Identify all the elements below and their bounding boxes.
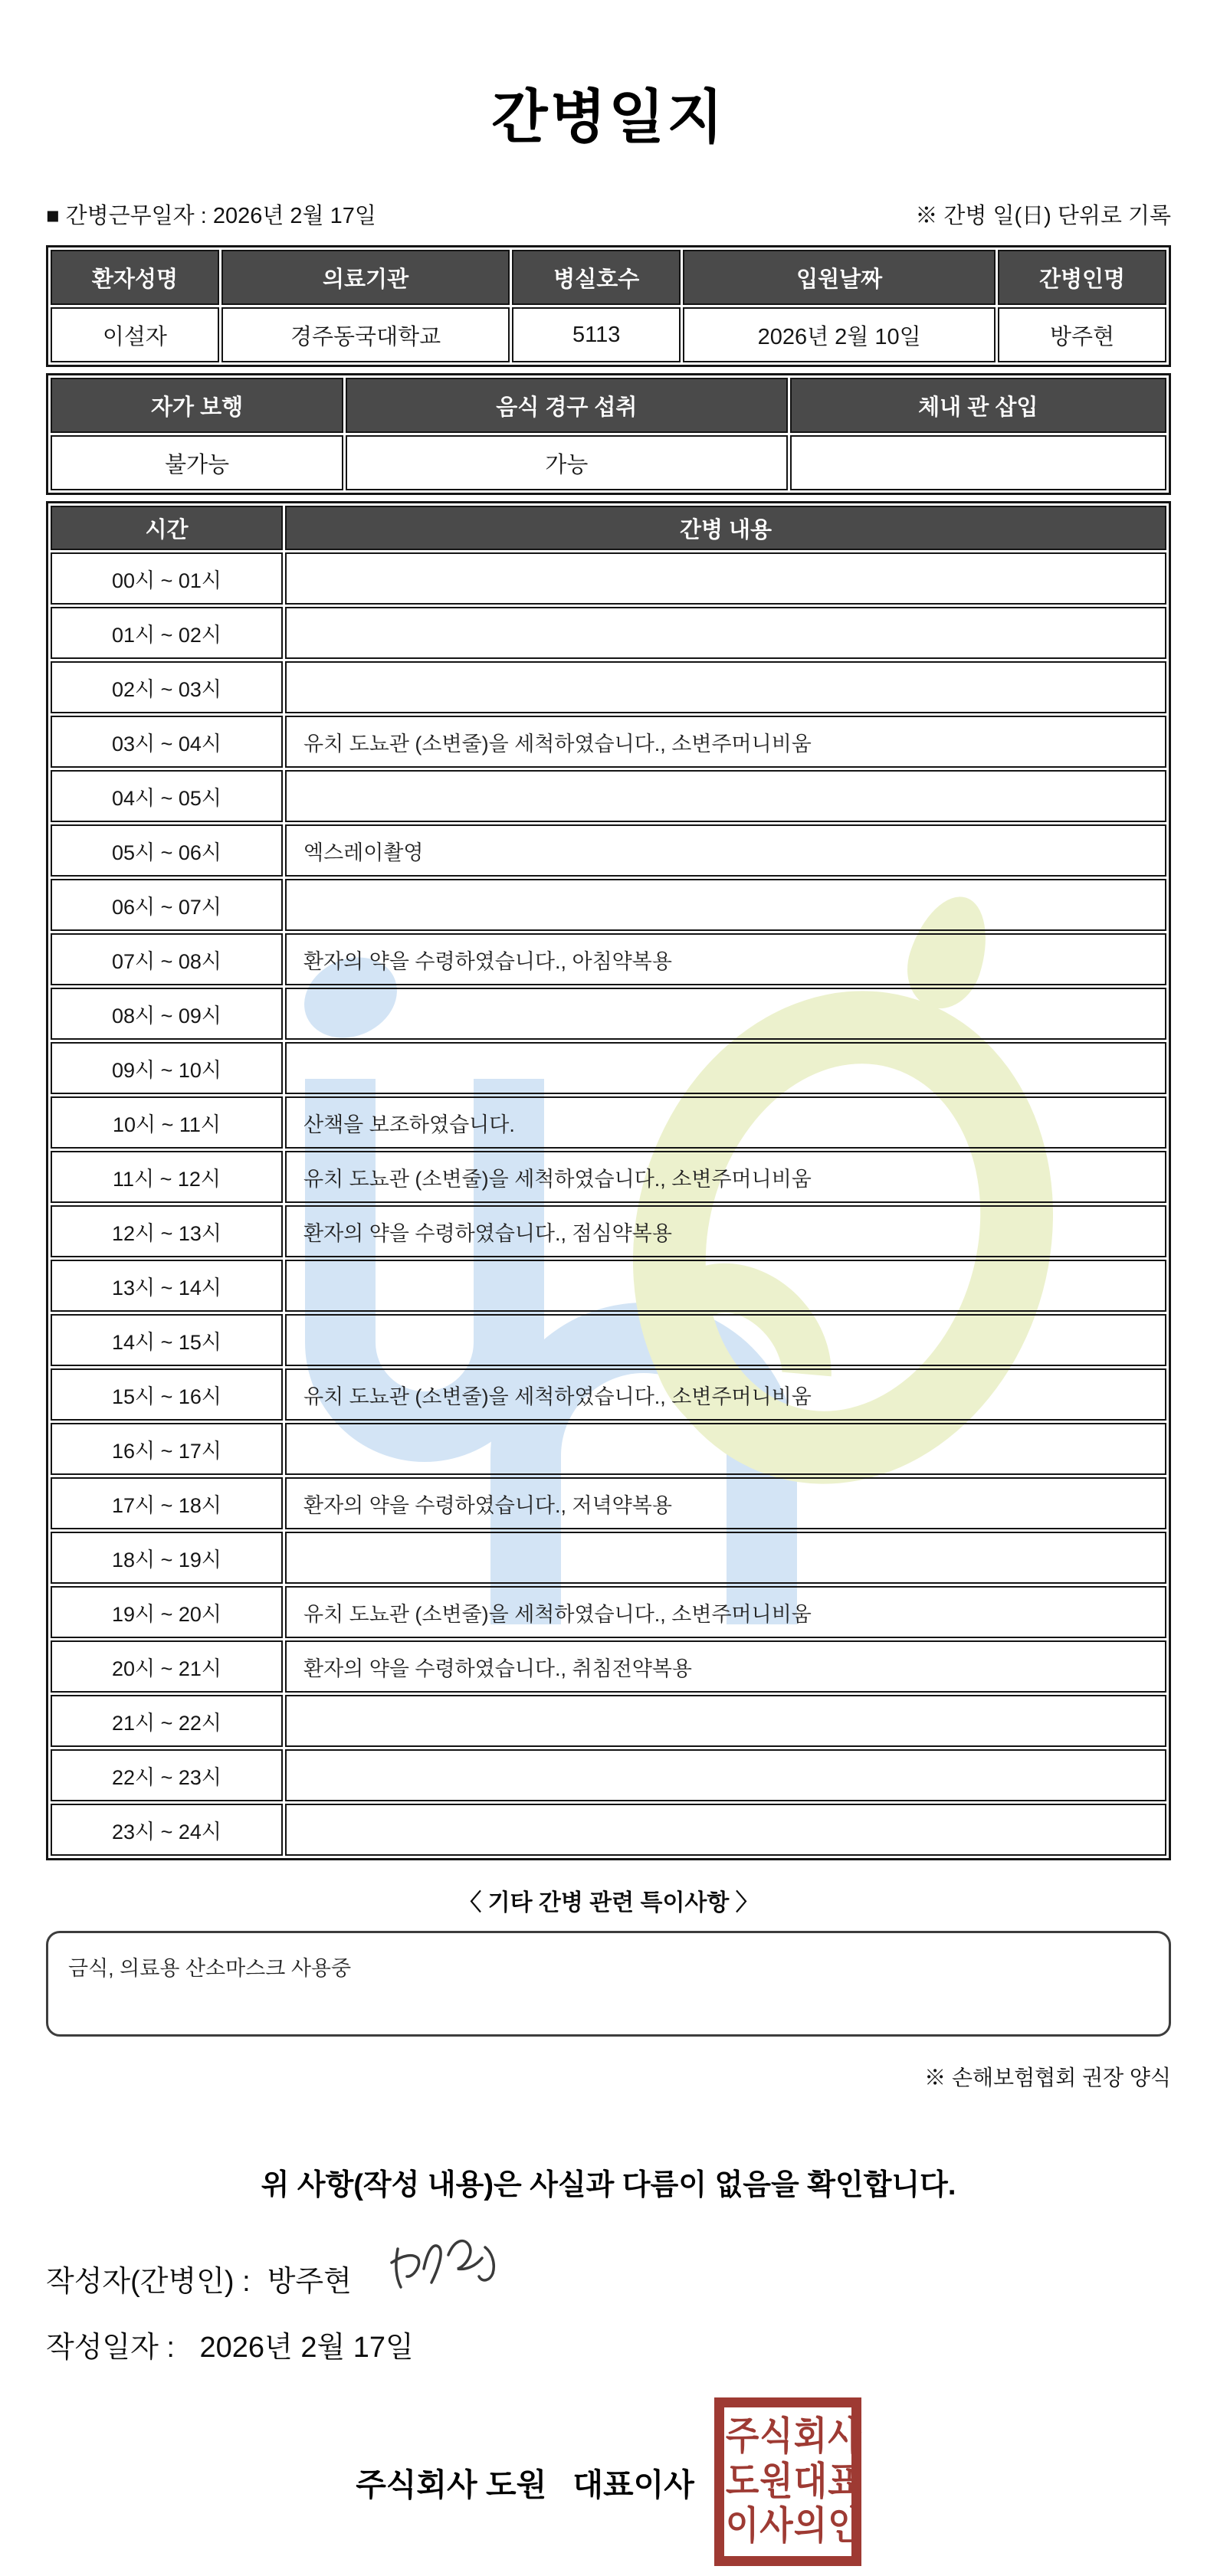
log-row-content: 유치 도뇨관 (소변줄)을 세척하였습니다., 소변주머니비움 xyxy=(285,1586,1166,1638)
status-header-row xyxy=(51,378,1166,433)
special-notes-text: 금식, 의료용 산소마스크 사용중 xyxy=(68,1957,352,1980)
log-row xyxy=(51,1423,1166,1475)
log-row-content xyxy=(285,1532,1166,1584)
log-row-time: 10시 ~ 11시 xyxy=(51,1096,283,1149)
log-row-time: 09시 ~ 10시 xyxy=(51,1042,283,1094)
header-time: 시간 xyxy=(51,506,283,550)
page-title: 간병일지 xyxy=(491,85,726,150)
special-notes-heading: 〈 기타 간병 관련 특이사항 〉 xyxy=(458,1890,759,1916)
log-row-content xyxy=(285,1804,1166,1856)
log-row-time: 01시 ~ 02시 xyxy=(51,607,283,659)
log-row-content: 환자의 약을 수령하였습니다., 아침약복용 xyxy=(285,933,1166,985)
log-row-content xyxy=(285,552,1166,605)
log-row-time: 20시 ~ 21시 xyxy=(51,1640,283,1693)
log-row-time: 07시 ~ 08시 xyxy=(51,933,283,985)
log-row-time: 02시 ~ 03시 xyxy=(51,661,283,713)
writer-name: 방주현 xyxy=(267,2266,352,2298)
work-date-label: ■ 간병근무일자 : xyxy=(46,204,207,228)
unit-note: ※ 간병 일(日) 단위로 기록 xyxy=(915,204,1171,228)
log-row xyxy=(51,716,1166,768)
log-row xyxy=(51,661,1166,713)
log-row xyxy=(51,1314,1166,1366)
log-row xyxy=(51,988,1166,1040)
log-row-time: 17시 ~ 18시 xyxy=(51,1477,283,1529)
header-care-content: 간병 내용 xyxy=(285,506,1166,550)
care-log-table xyxy=(46,501,1171,1860)
written-date-label: 작성일자 : xyxy=(46,2332,175,2364)
log-row xyxy=(51,1368,1166,1421)
value-institution: 경주동국대학교 xyxy=(221,307,510,362)
log-row xyxy=(51,552,1166,605)
value-caregiver-name: 방주현 xyxy=(998,307,1166,362)
header-tube-insert: 체내 관 삽입 xyxy=(790,378,1166,433)
log-row-time: 19시 ~ 20시 xyxy=(51,1586,283,1638)
care-log-header-row xyxy=(51,506,1166,550)
log-row xyxy=(51,933,1166,985)
log-row-content xyxy=(285,1695,1166,1747)
log-row-time: 03시 ~ 04시 xyxy=(51,716,283,768)
log-row-time: 21시 ~ 22시 xyxy=(51,1695,283,1747)
log-row xyxy=(51,1532,1166,1584)
work-date-row xyxy=(46,198,1171,230)
log-row xyxy=(51,1749,1166,1801)
log-row-content: 환자의 약을 수령하였습니다., 저녁약복용 xyxy=(285,1477,1166,1529)
log-row xyxy=(51,1096,1166,1149)
log-row-content: 유치 도뇨관 (소변줄)을 세척하였습니다., 소변주머니비움 xyxy=(285,1368,1166,1421)
log-row xyxy=(51,1042,1166,1094)
log-row-content xyxy=(285,1042,1166,1094)
written-date-row xyxy=(46,2323,1171,2365)
log-row-time: 14시 ~ 15시 xyxy=(51,1314,283,1366)
log-row-time: 16시 ~ 17시 xyxy=(51,1423,283,1475)
log-row-time: 22시 ~ 23시 xyxy=(51,1749,283,1801)
patient-status-table xyxy=(46,373,1171,495)
log-row xyxy=(51,1260,1166,1312)
log-row xyxy=(51,1205,1166,1257)
header-admission-date: 입원날짜 xyxy=(683,250,996,305)
log-row-time: 12시 ~ 13시 xyxy=(51,1205,283,1257)
log-row-time: 11시 ~ 12시 xyxy=(51,1151,283,1203)
value-oral-intake: 가능 xyxy=(346,435,787,490)
value-tube-insert xyxy=(790,435,1166,490)
status-value-row xyxy=(51,435,1166,490)
log-row-time: 00시 ~ 01시 xyxy=(51,552,283,605)
log-row xyxy=(51,1477,1166,1529)
log-row-content: 유치 도뇨관 (소변줄)을 세척하였습니다., 소변주머니비움 xyxy=(285,716,1166,768)
log-row-content xyxy=(285,879,1166,931)
log-row-content xyxy=(285,1314,1166,1366)
log-row-time: 13시 ~ 14시 xyxy=(51,1260,283,1312)
log-row xyxy=(51,1804,1166,1856)
log-row-content xyxy=(285,770,1166,822)
log-row xyxy=(51,1151,1166,1203)
stamp-line: 이사의인 xyxy=(725,2505,862,2548)
log-row-content: 엑스레이촬영 xyxy=(285,824,1166,877)
company-row xyxy=(46,2397,1171,2566)
log-row-content: 유치 도뇨관 (소변줄)을 세척하였습니다., 소변주머니비움 xyxy=(285,1151,1166,1203)
company-name: 주식회사 도원 대표이사 xyxy=(356,2466,694,2502)
log-row-time: 05시 ~ 06시 xyxy=(51,824,283,877)
special-notes-box xyxy=(46,1931,1171,2037)
patient-info-header-row xyxy=(51,250,1166,305)
log-row-content xyxy=(285,661,1166,713)
log-row-content xyxy=(285,1423,1166,1475)
corporate-seal-stamp xyxy=(714,2397,861,2566)
work-date xyxy=(46,198,376,230)
log-row xyxy=(51,1640,1166,1693)
writer-row xyxy=(46,2252,1171,2305)
log-row-time: 06시 ~ 07시 xyxy=(51,879,283,931)
writer-label: 작성자(간병인) : xyxy=(46,2266,251,2298)
log-row xyxy=(51,1695,1166,1747)
log-row-content: 환자의 약을 수령하였습니다., 취침전약복용 xyxy=(285,1640,1166,1693)
work-date-value: 2026년 2월 17일 xyxy=(212,204,376,228)
log-row xyxy=(51,879,1166,931)
log-row-content: 산책을 보조하였습니다. xyxy=(285,1096,1166,1149)
header-self-walking: 자가 보행 xyxy=(51,378,343,433)
log-row xyxy=(51,770,1166,822)
patient-info-value-row xyxy=(51,307,1166,362)
recommended-form-note: ※ 손해보험협회 권장 양식 xyxy=(924,2066,1171,2089)
log-row-time: 04시 ~ 05시 xyxy=(51,770,283,822)
log-row xyxy=(51,607,1166,659)
value-admission-date: 2026년 2월 10일 xyxy=(683,307,996,362)
log-row xyxy=(51,1586,1166,1638)
log-row-content xyxy=(285,1749,1166,1801)
log-row-time: 23시 ~ 24시 xyxy=(51,1804,283,1856)
stamp-line: 도원대표 xyxy=(725,2460,862,2503)
header-caregiver-name: 간병인명 xyxy=(998,250,1166,305)
value-patient-name: 이설자 xyxy=(51,307,219,362)
log-row xyxy=(51,824,1166,877)
value-room-number: 5113 xyxy=(512,307,681,362)
handwritten-signature xyxy=(384,2232,514,2305)
log-row-content xyxy=(285,988,1166,1040)
log-row-time: 18시 ~ 19시 xyxy=(51,1532,283,1584)
value-self-walking: 불가능 xyxy=(51,435,343,490)
header-oral-intake: 음식 경구 섭취 xyxy=(346,378,787,433)
header-institution: 의료기관 xyxy=(221,250,510,305)
header-patient-name: 환자성명 xyxy=(51,250,219,305)
stamp-line: 주식회사 xyxy=(725,2414,862,2458)
written-date-value: 2026년 2월 17일 xyxy=(199,2332,414,2364)
confirmation-statement: 위 사항(작성 내용)은 사실과 다름이 없음을 확인합니다. xyxy=(261,2169,956,2201)
log-row-time: 15시 ~ 16시 xyxy=(51,1368,283,1421)
log-row-content xyxy=(285,1260,1166,1312)
header-room-number: 병실호수 xyxy=(512,250,681,305)
patient-info-table xyxy=(46,245,1171,367)
log-row-time: 08시 ~ 09시 xyxy=(51,988,283,1040)
log-row-content: 환자의 약을 수령하였습니다., 점심약복용 xyxy=(285,1205,1166,1257)
log-row-content xyxy=(285,607,1166,659)
